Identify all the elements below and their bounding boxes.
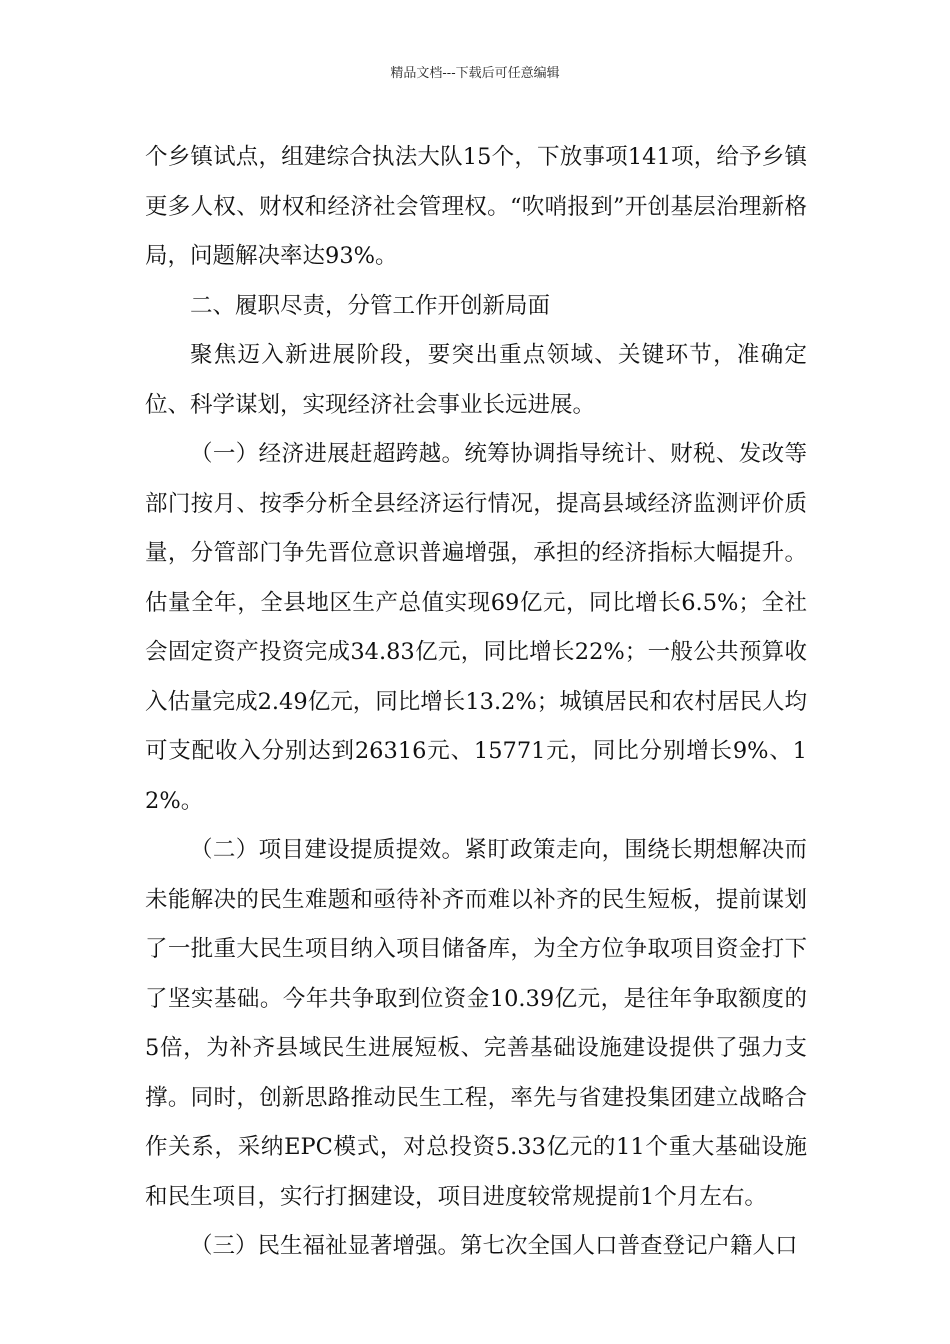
- paragraph-intro: 聚焦迈入新进展阶段，要突出重点领域、关键环节，准确定位、科学谋划，实现经济社会事业长远进展。: [145, 342, 807, 418]
- paragraph-economy: （一）经济进展赶超跨越。统筹协调指导统计、财税、发改等部门按月、按季分析全县经济运行情况，提高县域经济监测评价质量，分管部门争先晋位意识普遍增强，承担的经济指标大幅提升。估量全年，全县地区生产总值实现69亿元，同比增长6.5%；全社会固定资产投资完成34.83亿元，同比增长22%；一般公共预算收入估量完成2.49亿元，同比增长13.2%；城镇居民和农村居民人均可支配收入分别达到26316元、15771元，同比分别增长9%、12%。: [145, 441, 807, 814]
- paragraph-livelihood: （三）民生福祉显著增强。第七次全国人口普查登记户籍人口: [190, 1233, 798, 1259]
- page-header: 精品文档---下载后可任意编辑: [390, 66, 560, 81]
- section-heading: 二、履职尽责，分管工作开创新局面: [190, 292, 551, 319]
- paragraph-continuation: 个乡镇试点，组建综合执法大队15个，下放事项141项，给予乡镇更多人权、财权和经济社会管理权。“吹哨报到”开创基层治理新格局，问题解决率达93%。: [145, 144, 807, 269]
- paragraph-projects: （二）项目建设提质提效。紧盯政策走向，围绕长期想解决而未能解决的民生难题和亟待补齐而难以补齐的民生短板，提前谋划了一批重大民生项目纳入项目储备库，为全方位争取项目资金打下了坚实基础。今年共争取到位资金10.39亿元，是往年争取额度的5倍，为补齐县域民生进展短板、完善基础设施建设提供了强力支撑。同时，创新思路推动民生工程，率先与省建投集团建立战略合作关系，采纳EPC模式，对总投资5.33亿元的11个重大基础设施和民生项目，实行打捆建设，项目进度较常规提前1个月左右。: [145, 837, 807, 1210]
- document-body: [145, 133, 807, 1272]
